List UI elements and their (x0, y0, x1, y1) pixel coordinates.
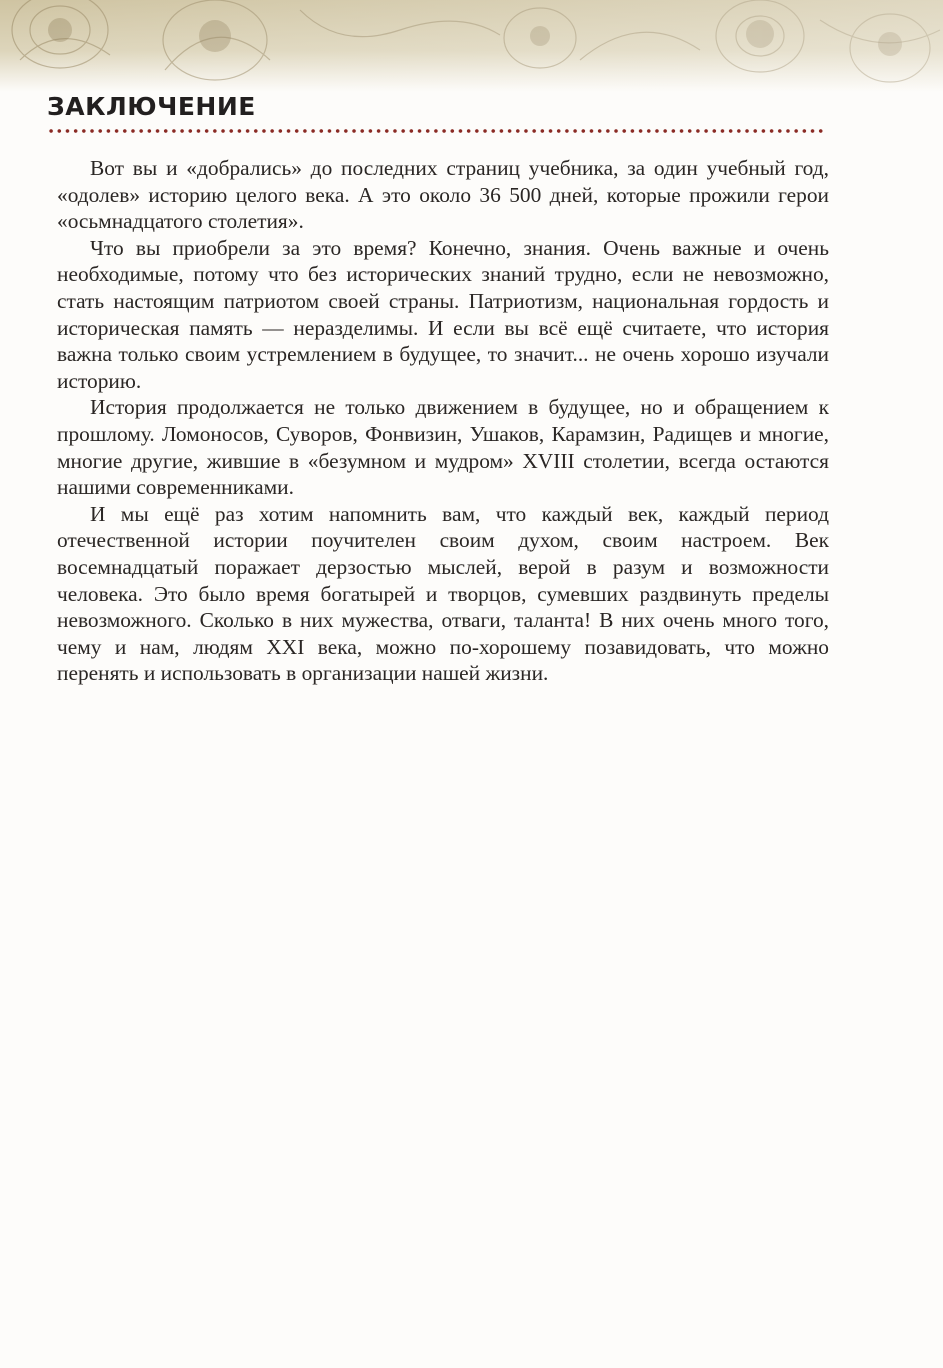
paragraph: И мы ещё раз хотим напомнить вам, что каждый век, каждый период отечественной истории поучителен своим духом, своим настроем. Век восемнадцатый поражает дерзостью мыслей, верой в разум и возможности человека. Это было время богатырей и творцов, сумевших раздвинуть пределы невозможного. Сколько в них мужества, отваги, таланта! В них очень много того, чему и нам, людям XXI века, можно по-хорошему позавидовать, что можно перенять и использовать в организации нашей жизни. (57, 501, 829, 686)
paragraph: Что вы приобрели за это время? Конечно, знания. Очень важные и очень необходимые, потому что без исторических знаний трудно, если не невозможно, стать настоящим патриотом своей страны. Патриотизм, национальная гордость и историческая память — неразделимы. И если вы всё ещё считаете, что история важна только своим устремлением в будущее, то значит... не очень хорошо изучали историю. (57, 235, 829, 393)
paragraph: История продолжается не только движением в будущее, но и обращением к прошлому. Ломоносов, Суворов, Фонвизин, Ушаков, Карамзин, Радищев и многие, многие другие, жившие в «безумном и мудром» XVIII столетии, всегда остаются нашими современниками. (57, 395, 829, 500)
banner-illustration (0, 0, 943, 92)
decorative-banner (0, 0, 943, 92)
paragraph: Вот вы и «добрались» до последних страниц учебника, за один учебный год, «одолев» историю целого века. А это около 36 500 дней, которые прожили герои «осьмнадцатого столетия». (57, 156, 829, 234)
dotted-divider (47, 128, 823, 134)
page-title: ЗАКЛЮЧЕНИЕ (47, 92, 256, 121)
body-text (57, 155, 829, 687)
section-header (47, 92, 827, 134)
